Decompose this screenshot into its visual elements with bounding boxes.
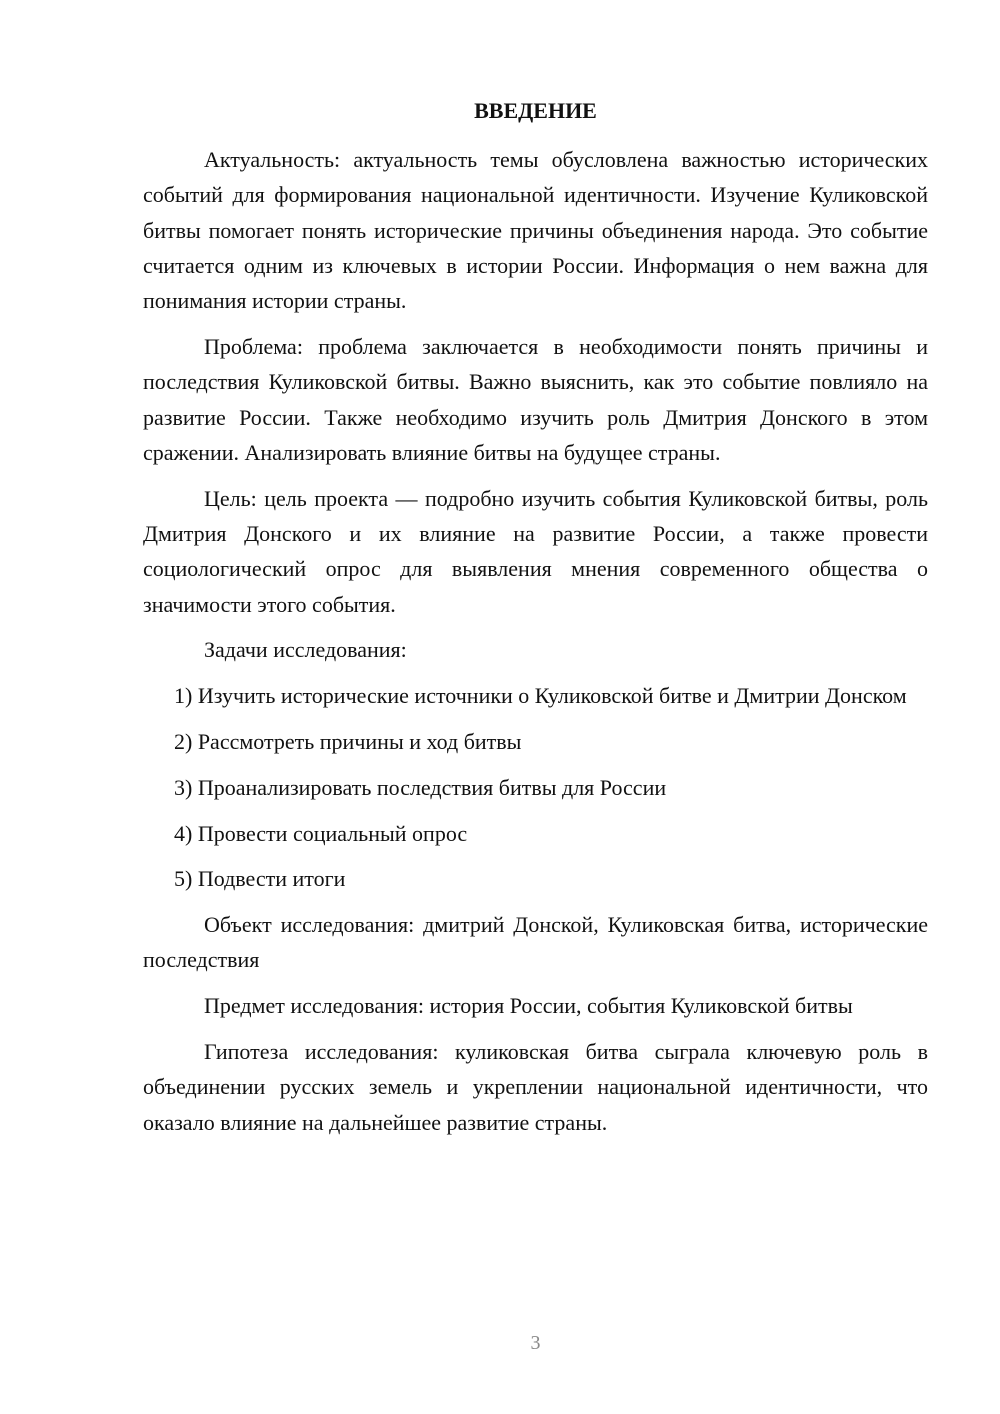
page-number: 3 <box>530 1332 541 1354</box>
relevance-paragraph: Актуальность: актуальность темы обусловлена важностью исторических событий для формирования национальной идентичности. Изучение Куликовской битвы помогает понять исторические причины объединения народа. Это событие считается одним из ключевых в истории России. Информация о нем важна для понимания истории страны. <box>143 147 928 314</box>
document-body <box>143 142 928 1150</box>
document-page <box>143 0 928 1414</box>
subject-paragraph: Предмет исследования: история России, события Куликовской битвы <box>204 993 853 1019</box>
tasks-heading: Задачи исследования: <box>204 637 407 663</box>
hypothesis-paragraph: Гипотеза исследования: куликовская битва сыграла ключевую роль в объединении русских земель и укреплении национальной идентичности, что оказало влияние на дальнейшее развитие страны. <box>143 1039 928 1135</box>
goal-paragraph: Цель: цель проекта — подробно изучить события Куликовской битвы, роль Дмитрия Донского и их влияние на развитие России, а также провести социологический опрос для выявления мнения современного общества о значимости этого события. <box>143 485 928 617</box>
problem-paragraph: Проблема: проблема заключается в необходимости понять причины и последствия Куликовской битвы. Важно выяснить, как это событие повлияло на развитие России. Также необходимо изучить роль Дмитрия Донского в этом сражении. Анализировать влияние битвы на будущее страны. <box>143 333 928 465</box>
task-item-4: 4) Провести социальный опрос <box>174 820 468 846</box>
task-item-5: 5) Подвести итоги <box>174 866 346 892</box>
page-title: ВВЕДЕНИЕ <box>474 98 597 123</box>
task-item-1: 1) Изучить исторические источники о Куликовской битве и Дмитрии Донском <box>174 683 907 709</box>
task-item-3: 3) Проанализировать последствия битвы для России <box>174 774 667 800</box>
task-item-2: 2) Рассмотреть причины и ход битвы <box>174 728 522 754</box>
object-paragraph: Объект исследования: дмитрий Донской, Куликовская битва, исторические последствия <box>143 912 928 973</box>
